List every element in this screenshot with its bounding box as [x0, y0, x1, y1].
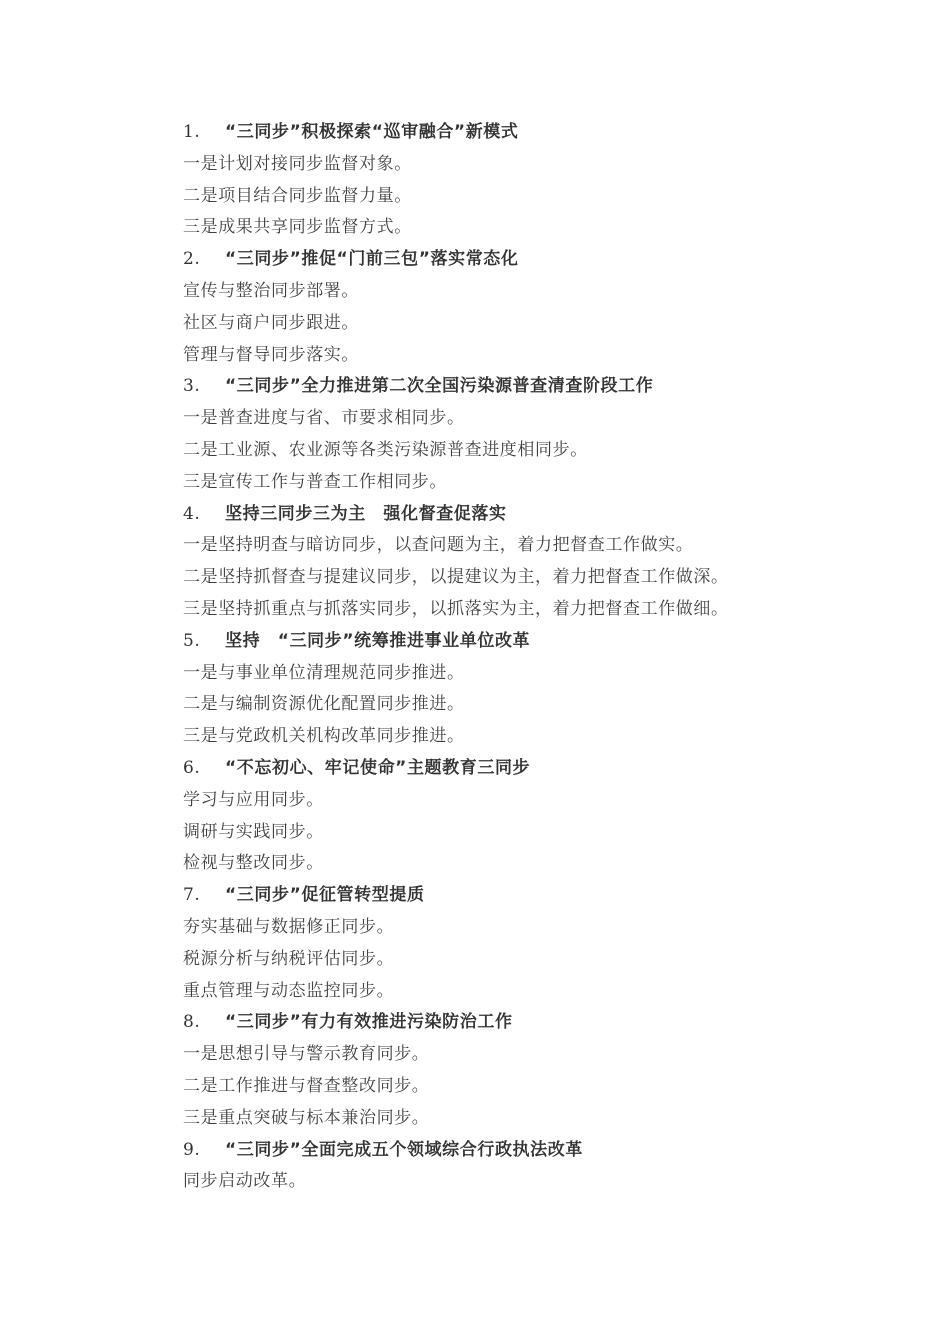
section-number: 4.: [183, 503, 201, 524]
list-item: 三是成果共享同步监督方式。: [183, 217, 412, 238]
list-item: 一是计划对接同步监督对象。: [183, 153, 412, 174]
section-8: [183, 1007, 903, 1134]
list-item: 二是坚持抓督查与提建议同步，以提建议为主，着力把督查工作做深。: [183, 567, 729, 588]
section-number: 2.: [183, 249, 201, 270]
list-item: 一是思想引导与警示教育同步。: [183, 1044, 430, 1065]
list-item: 二是项目结合同步监督力量。: [183, 185, 412, 206]
list-item: 二是与编制资源优化配置同步推进。: [183, 694, 465, 715]
section-4: [183, 499, 903, 626]
section-heading: [183, 1007, 903, 1039]
section-number: 1.: [183, 122, 201, 142]
section-title: “三同步”推促“门前三包”落实常态化: [225, 249, 519, 270]
list-item: 一是普查进度与省、市要求相同步。: [183, 408, 465, 429]
section-title: “三同步”全面完成五个领域综合行政执法改革: [225, 1139, 583, 1160]
section-title: “三同步”积极探索“巡审融合”新模式: [225, 122, 519, 142]
section-heading: [183, 753, 903, 785]
section-number: 6.: [183, 757, 201, 778]
section-number: 5.: [183, 630, 201, 651]
section-heading: [183, 880, 903, 912]
section-9: [183, 1135, 903, 1199]
section-title: “三同步”全力推进第二次全国污染源普查清查阶段工作: [225, 376, 654, 397]
section-number: 8.: [183, 1012, 201, 1033]
section-5: [183, 626, 903, 753]
list-item: 税源分析与纳税评估同步。: [183, 948, 395, 969]
section-heading: [183, 244, 903, 276]
section-1: [183, 117, 903, 244]
list-item: 一是坚持明查与暗访同步，以查问题为主，着力把督查工作做实。: [183, 535, 694, 556]
section-3: [183, 371, 903, 498]
section-7: [183, 880, 903, 1007]
list-item: 学习与应用同步。: [183, 789, 324, 810]
list-item: 同步启动改革。: [183, 1171, 307, 1192]
section-2: [183, 244, 903, 371]
section-title: “三同步”有力有效推进污染防治工作: [225, 1012, 513, 1033]
list-item: 社区与商户同步跟进。: [183, 312, 359, 333]
list-item: 夯实基础与数据修正同步。: [183, 916, 395, 937]
list-item: 二是工业源、农业源等各类污染源普查进度相同步。: [183, 439, 588, 460]
section-title: “三同步”促征管转型提质: [225, 885, 425, 906]
section-title: 坚持三同步三为主 强化督查促落实: [225, 503, 507, 524]
list-item: 三是与党政机关机构改革同步推进。: [183, 726, 465, 747]
list-item: 重点管理与动态监控同步。: [183, 980, 395, 1001]
section-number: 7.: [183, 885, 201, 906]
list-item: 管理与督导同步落实。: [183, 344, 359, 365]
section-title: 坚持 “三同步”统筹推进事业单位改革: [225, 630, 531, 651]
section-title: “不忘初心、牢记使命”主题教育三同步: [225, 757, 531, 778]
section-heading: [183, 1135, 903, 1167]
list-item: 宣传与整治同步部署。: [183, 280, 359, 301]
section-heading: [183, 117, 903, 149]
list-item: 检视与整改同步。: [183, 853, 324, 874]
document-body: [183, 117, 903, 1198]
section-heading: [183, 626, 903, 658]
list-item: 三是宣传工作与普查工作相同步。: [183, 471, 447, 492]
list-item: 三是坚持抓重点与抓落实同步，以抓落实为主，着力把督查工作做细。: [183, 598, 729, 619]
list-item: 三是重点突破与标本兼治同步。: [183, 1107, 430, 1128]
section-number: 9.: [183, 1139, 201, 1160]
list-item: 二是工作推进与督查整改同步。: [183, 1075, 430, 1096]
section-number: 3.: [183, 376, 201, 397]
section-heading: [183, 499, 903, 531]
section-heading: [183, 371, 903, 403]
list-item: 一是与事业单位清理规范同步推进。: [183, 662, 465, 683]
section-6: [183, 753, 903, 880]
list-item: 调研与实践同步。: [183, 821, 324, 842]
